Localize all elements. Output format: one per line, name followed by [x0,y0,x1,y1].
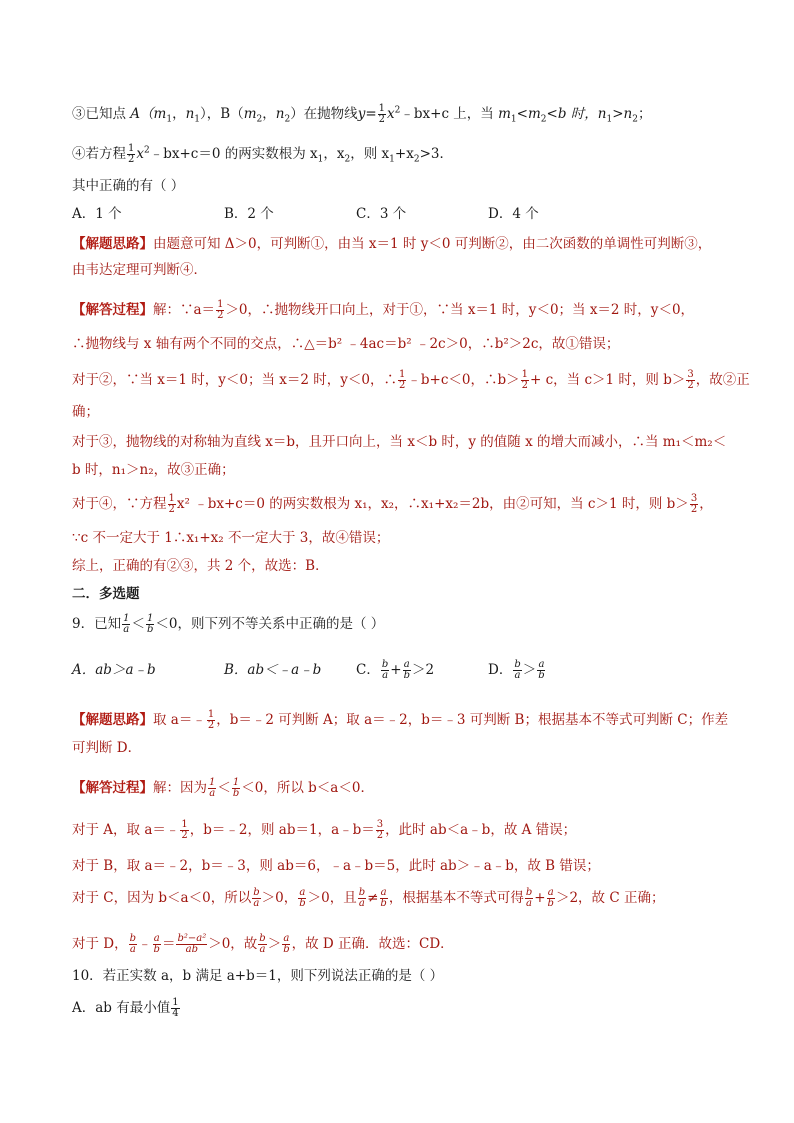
q8-option-b: B．2 个 [224,206,274,222]
q9-solution-line-4: 对于 C，因为 b＜a＜0，所以 $\frac{b}{a}$ ＞0， $\frac{a}{b}$ ＞0，且 $\frac{b}{a}$ ≠ $\frac{a}{b}$ ，根据基本不等式可得 $\frac{b}{a}$ + $\frac{a}{b}$ ＞2，故 C 正确； [72,887,665,909]
hint-label: 【解题思路】 [72,236,153,252]
q10-option-a: A．ab 有最小值 $\frac{1}{4}$ [72,997,179,1019]
q8-options [72,204,539,224]
q8-solution-line-1: 【解答过程】解：∵a＝ $\frac{1}{2}$ ＞0，∴抛物线开口向上，对于①，∵当 x＝1 时，y＜0；当 x＝2 时，y＜0， [72,299,695,321]
q8-statement-3: ③已知点 $A(m_1$，$n_1$），$B(m_2$，$n_2$）在抛物线y= $\frac{1}{2}$ $x^2﹣bx+c$ 上，当 $m_1<m_2<b$ 时，$n_1>n_2$； [72,103,652,125]
q9-hint-line-1: 【解题思路】取 a＝﹣ $\frac{1}{2}$ ，b＝﹣2 可判断 A；取 a＝﹣2，b＝﹣3 可判断 B；根据基本不等式可判断 C；作差 [72,709,729,731]
q9-options [72,660,547,681]
q9-option-b: B．ab＜﹣a﹣b [224,662,322,678]
q8-solution-line-4: 确； [72,404,99,420]
q8-option-a: A．1 个 [72,206,122,222]
q9-hint-line-2: 可判断 D． [72,740,142,756]
section-heading: 二．多选题 [72,586,140,602]
q8-option-c: C．3 个 [356,206,407,222]
q9-option-c: C． $\frac{b}{a}$ + $\frac{a}{b}$ ＞2 [356,659,435,681]
fraction-one-half: $\frac{1}{2}$ [128,143,135,165]
q8-solution-line-2: ∴抛物线与 x 轴有两个不同的交点，∴△＝b² ﹣4ac＝b² ﹣2c＞0，∴b²＞2c，故①错误； [72,336,620,352]
q8-statement-4: ④若方程 $\frac{1}{2}$ $x^2﹣bx+c=0$ 的两实数根为 $x_1$，$x_2$，则 $x_1+x_2>3$． [72,143,453,165]
q10-stem: 10．若正实数 a，b 满足 a+b＝1，则下列说法正确的是（ ） [72,968,444,984]
solution-label: 【解答过程】 [72,302,153,318]
q8-hint-line-2: 由韦达定理可判断④． [72,262,207,278]
q9-option-a: A．ab＞a﹣b [72,662,156,678]
q8-solution-line-9: 综上，正确的有②③，共 2 个，故选：B． [72,558,329,574]
q9-solution-line-2: 对于 A，取 a＝﹣ $\frac{1}{2}$ ，b＝﹣2，则 ab＝1，a﹣b＝ $\frac{3}{2}$ ，此时 ab＜a﹣b，故 A 错误； [72,819,577,841]
q8-hint-line-1: 【解题思路】由题意可知 Δ＞0，可判断①，由当 x＝1 时 y＜0 可判断②，由二次函数的单调性可判断③， [72,236,712,252]
q9-stem: 9．已知 $\frac{1}{a}$ ＜ $\frac{1}{b}$ ＜0，则下列不等关系中正确的是（ ） [72,613,385,635]
q9-solution-line-3: 对于 B，取 a＝﹣2，b＝﹣3，则 ab＝6，﹣a﹣b＝5，此时 ab＞﹣a﹣b，故 B 错误； [72,858,600,874]
q8-option-d: D．4 个 [488,206,539,222]
q8-solution-line-8: ∵c 不一定大于 1∴x₁+x₂ 不一定大于 3，故④错误； [72,530,390,546]
fraction-three-halves: $\frac{3}{2}$ [687,369,694,391]
fraction-one-half: $\frac{1}{2}$ [217,299,224,321]
fraction-one-quarter: $\frac{1}{4}$ [172,997,179,1019]
q8-solution-line-3: 对于②，∵当 x＝1 时，y＜0；当 x＝2 时，y＜0，∴ $\frac{1}{2}$ ﹣b+c＜0，∴b＞ $\frac{1}{2}$ + c，当 c＞1 时，则 b＞ $\frac{3}{2}$ ，故②正 [72,369,750,391]
q8-solution-line-7: 对于④，∵方程 $\frac{1}{2}$ x² ﹣bx+c＝0 的两实数根为 x₁，x₂，∴x₁+x₂＝2b，由②可知，当 c＞1 时，则 b＞ $\frac{3}{2}$ ， [72,493,713,515]
q8-solution-line-5: 对于③，抛物线的对称轴为直线 x＝b，且开口向上，当 x＜b 时，y 的值随 x 的增大而减小，∴当 m₁＜m₂＜ [72,434,727,450]
q9-solution-line-5: 对于 D， $\frac{b}{a}$ ﹣ $\frac{a}{b}$ ＝ $\frac{\text{b²−a²}}{ab}$ ＞0，故 $\frac{b}{a}$ ＞ $\frac{a}{b}$ ，故 D 正确．故选：CD． [72,933,454,955]
q8-solution-line-6: b 时，n₁＞n₂，故③正确； [72,462,235,478]
q9-option-d: D． $\frac{b}{a}$ ＞ $\frac{a}{b}$ [488,659,545,681]
q8-question-end: 其中正确的有（ ） [72,178,185,194]
q9-solution-line-1: 【解答过程】解：因为 $\frac{1}{a}$ ＜ $\frac{1}{b}$ ＜0，所以 b＜a＜0． [72,777,374,799]
fraction-one-half: $\frac{1}{2}$ [378,103,386,125]
